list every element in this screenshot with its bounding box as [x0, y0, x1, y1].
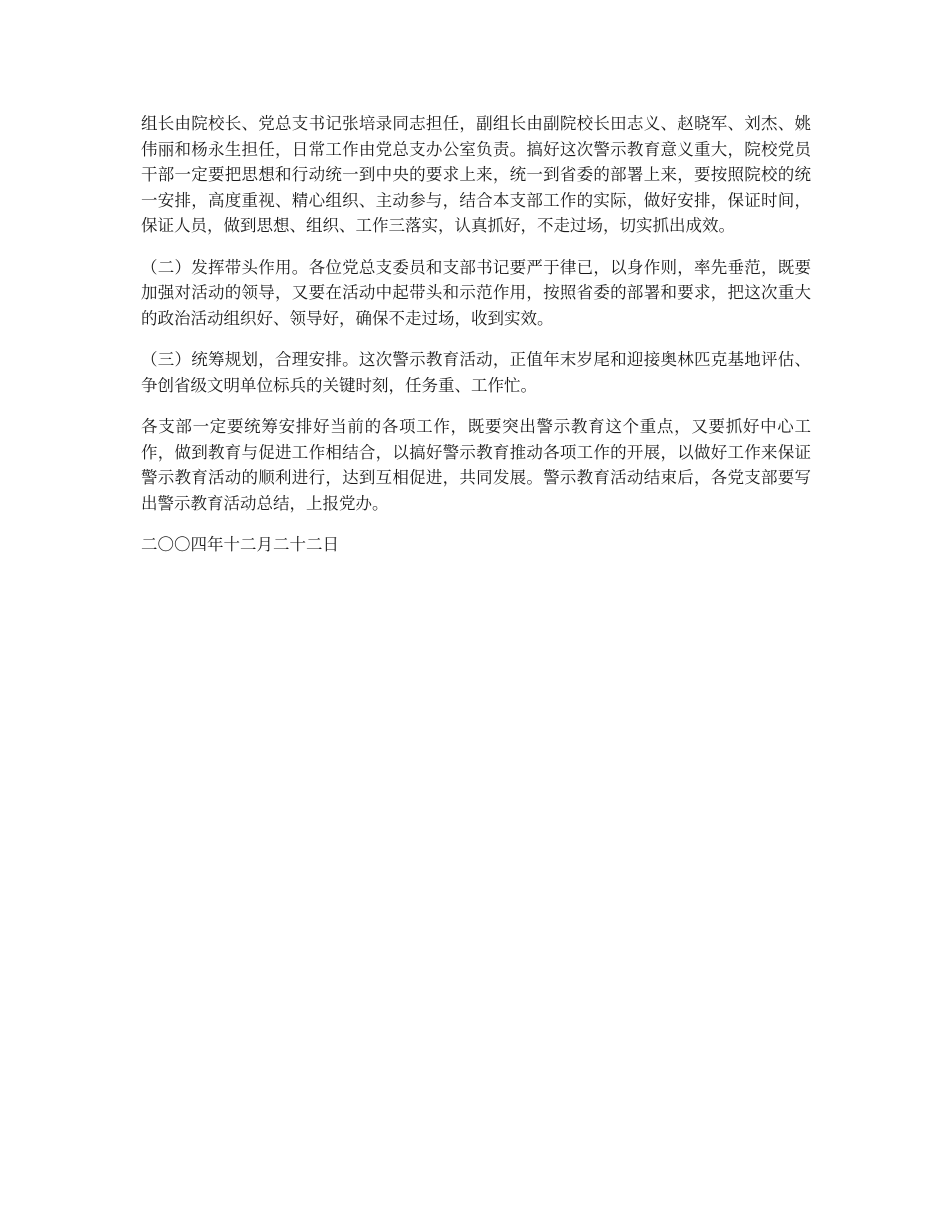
document-body: [141, 111, 811, 574]
document-date: 二〇〇四年十二月二十二日: [141, 535, 339, 554]
paragraph-leading-role: （二）发挥带头作用。各位党总支委员和支部书记要严于律已，以身作则，率先垂范，既要加强对活动的领导，又要在活动中起带头和示范作用，按照省委的部署和要求，把这次重大的政治活动组织好、领导好，确保不走过场，收到实效。: [141, 257, 811, 328]
paragraph-planning: （三）统筹规划，合理安排。这次警示教育活动，正值年末岁尾和迎接奥林匹克基地评估、争创省级文明单位标兵的关键时刻，任务重、工作忙。: [141, 350, 811, 395]
paragraph-leadership-group: 组长由院校长、党总支书记张培录同志担任，副组长由副院校长田志义、赵晓军、刘杰、姚伟丽和杨永生担任，日常工作由党总支办公室负责。搞好这次警示教育意义重大，院校党员干部一定要把思想和行动统一到中央的要求上来，统一到省委的部署上来，要按照院校的统一安排，高度重视、精心组织、主动参与，结合本支部工作的实际，做好安排，保证时间，保证人员，做到思想、组织、工作三落实，认真抓好，不走过场，切实抓出成效。: [141, 114, 811, 235]
paragraph-branch-requirements: 各支部一定要统筹安排好当前的各项工作，既要突出警示教育这个重点，又要抓好中心工作，做到教育与促进工作相结合，以搞好警示教育推动各项工作的开展，以做好工作来保证警示教育活动的顺利进行，达到互相促进，共同发展。警示教育活动结束后，各党支部要写出警示教育活动总结，上报党办。: [141, 417, 811, 513]
